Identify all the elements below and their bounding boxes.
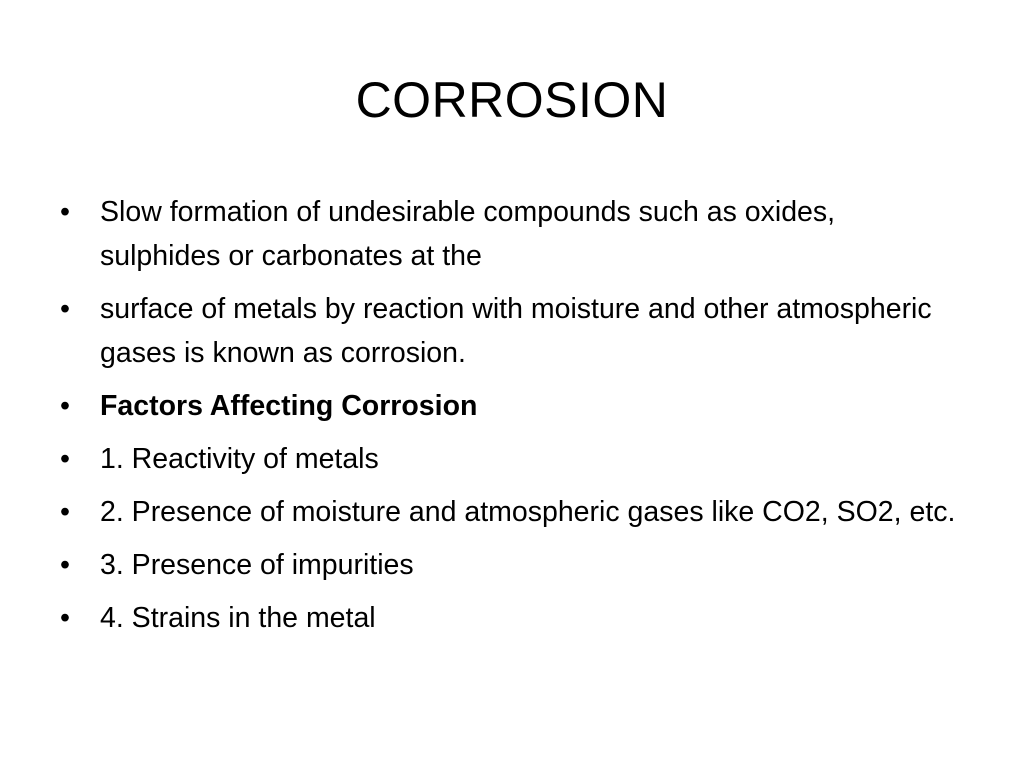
bullet-text: Factors Affecting Corrosion [100,390,478,422]
bullet-item-heading [60,384,960,428]
bullet-text: Slow formation of undesirable compounds such as oxides, sulphides or carbonates at the [100,196,836,272]
bullet-dot-icon: • [60,549,70,581]
bullet-text: surface of metals by reaction with moisture and other atmospheric gases is known as corrosion. [100,293,932,369]
bullet-text: 4. Strains in the metal [100,602,376,634]
bullet-item [60,543,960,587]
bullet-text: 2. Presence of moisture and atmospheric gases like CO2, SO2, etc. [100,496,956,528]
bullet-dot-icon: • [60,390,70,422]
bullet-list [60,190,960,649]
bullet-text: 3. Presence of impurities [100,549,414,581]
bullet-item [60,287,960,375]
bullet-dot-icon: • [60,443,70,475]
bullet-dot-icon: • [60,602,70,634]
slide-title: CORROSION [355,72,669,128]
bullet-dot-icon: • [60,496,70,528]
bullet-item [60,490,960,534]
bullet-text: 1. Reactivity of metals [100,443,379,475]
bullet-dot-icon: • [60,293,70,325]
bullet-item [60,437,960,481]
bullet-item [60,596,960,640]
bullet-dot-icon: • [60,196,70,228]
bullet-item [60,190,960,278]
